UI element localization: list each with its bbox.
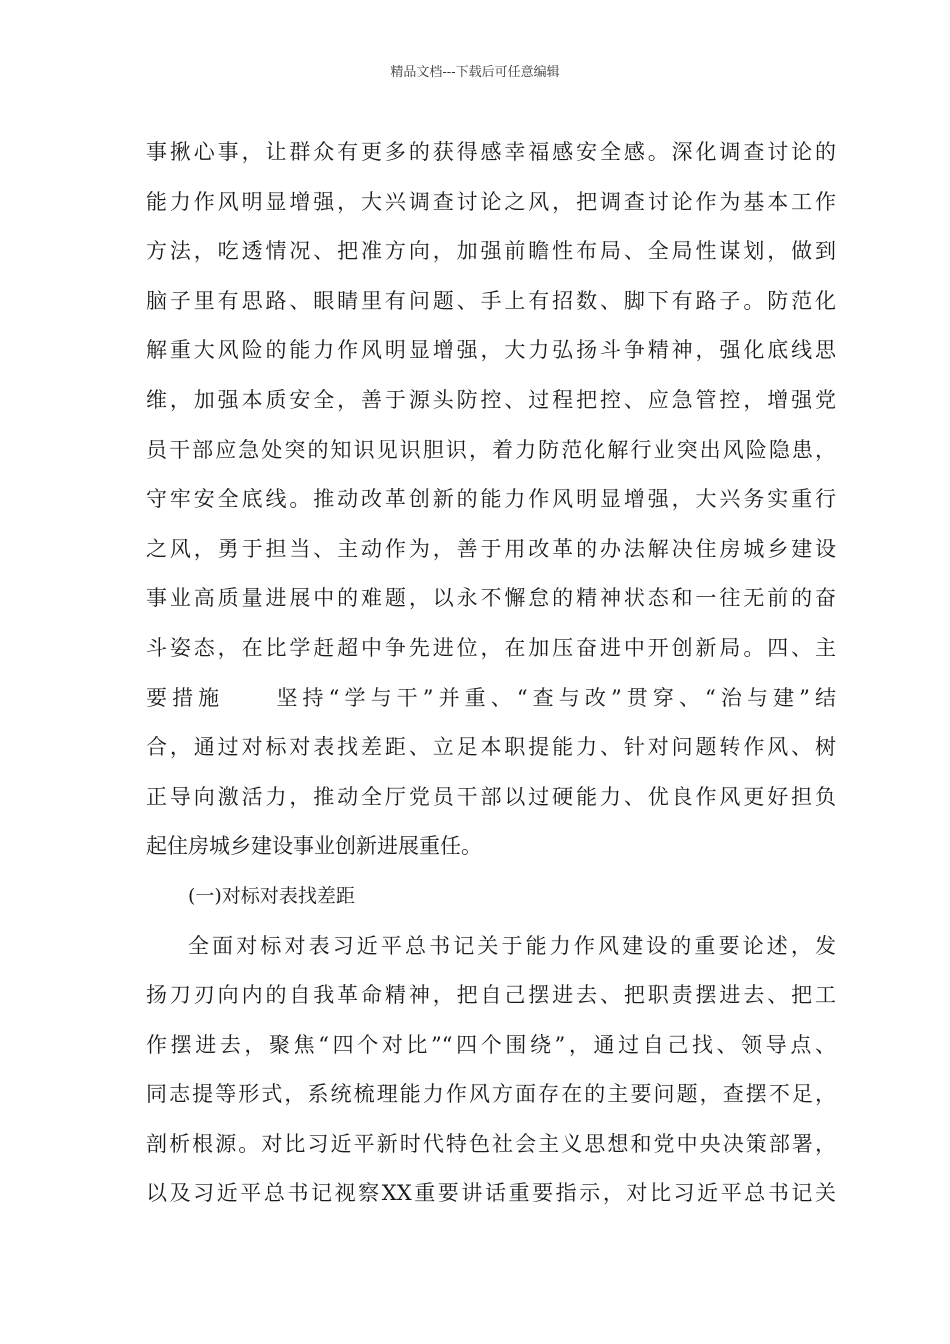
body-text-line: 以及习近平总书记视察XX重要讲话重要指示，对比习近平总书记关 bbox=[146, 1181, 836, 1206]
body-text-line: 脑子里有思路、眼睛里有问题、手上有招数、脚下有路子。防范化 bbox=[146, 288, 836, 313]
document-body bbox=[146, 128, 836, 1219]
page-header: 精品文档---下载后可任意编辑 bbox=[390, 65, 560, 80]
body-text-line: 扬刀刃向内的自我革命精神，把自己摆进去、把职责摆进去、把工 bbox=[146, 983, 836, 1008]
body-text-line: 员干部应急处突的知识见识胆识，着力防范化解行业突出风险隐患， bbox=[146, 437, 836, 462]
body-text-line: 守牢安全底线。推动改革创新的能力作风明显增强，大兴务实重行 bbox=[146, 487, 836, 512]
body-text-line: 解重大风险的能力作风明显增强，大力弘扬斗争精神，强化底线思 bbox=[146, 338, 836, 363]
body-text-line: 同志提等形式，系统梳理能力作风方面存在的主要问题，查摆不足， bbox=[146, 1082, 836, 1107]
body-text-line: 之风，勇于担当、主动作为，善于用改革的办法解决住房城乡建设 bbox=[146, 536, 836, 561]
body-text-line: 事业高质量进展中的难题，以永不懈怠的精神状态和一往无前的奋 bbox=[146, 586, 836, 611]
body-text-line: 斗姿态，在比学赶超中争先进位，在加压奋进中开创新局。四、主 bbox=[146, 635, 836, 660]
body-text-line: 作摆进去，聚焦“四个对比”“四个围绕”，通过自己找、领导点、 bbox=[146, 1032, 836, 1057]
body-text-line: 维，加强本质安全，善于源头防控、过程把控、应急管控，增强党 bbox=[146, 387, 836, 412]
body-text-line: 事揪心事，让群众有更多的获得感幸福感安全感。深化调查讨论的 bbox=[146, 140, 836, 164]
body-text-line: 方法，吃透情况、把准方向，加强前瞻性布局、全局性谋划，做到 bbox=[146, 239, 836, 264]
body-text-line: 全面对标对表习近平总书记关于能力作风建设的重要论述，发 bbox=[188, 933, 836, 958]
body-text-line: 起住房城乡建设事业创新进展重任。 bbox=[146, 834, 482, 859]
body-text-line: 剖析根源。对比习近平新时代特色社会主义思想和党中央决策部署， bbox=[146, 1131, 836, 1156]
body-text-line: 要措施 坚持“学与干”并重、“查与改”贯穿、“治与建”结 bbox=[146, 685, 836, 710]
body-text-line: 合，通过对标对表找差距、立足本职提能力、针对问题转作风、树 bbox=[146, 735, 836, 760]
body-text-line: 正导向激活力，推动全厅党员干部以过硬能力、优良作风更好担负 bbox=[146, 784, 836, 809]
body-text-line: 能力作风明显增强，大兴调查讨论之风，把调查讨论作为基本工作 bbox=[146, 189, 836, 214]
section-heading: (一)对标对表找差距 bbox=[188, 884, 355, 907]
